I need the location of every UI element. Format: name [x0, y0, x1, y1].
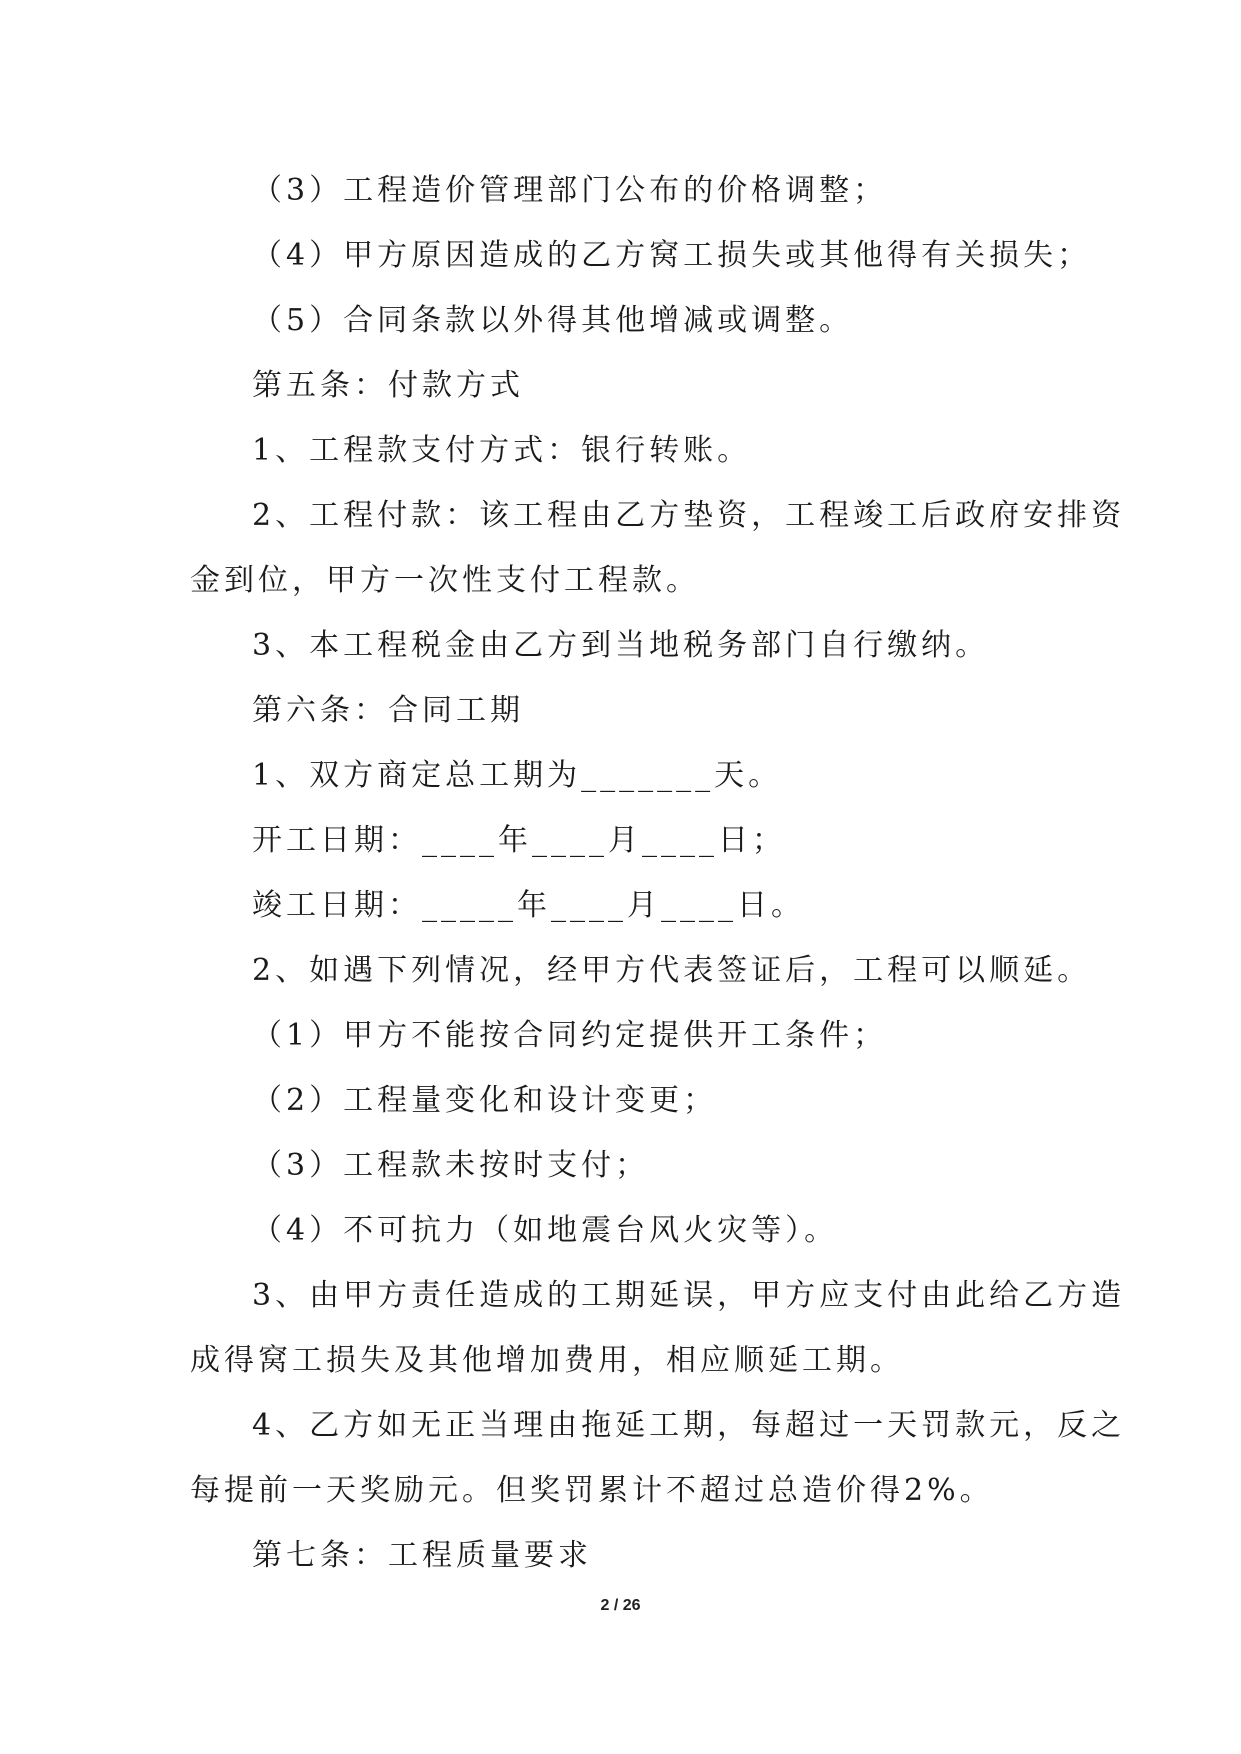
text-line: 1、工程款支付方式：银行转账。	[252, 433, 752, 468]
text-line: 成得窝工损失及其他增加费用，相应顺延工期。	[190, 1343, 904, 1378]
text-line: 1、双方商定总工期为_______天。	[252, 758, 783, 793]
section-heading: 第五条：付款方式	[252, 368, 524, 403]
text-line: （3）工程造价管理部门公布的价格调整；	[252, 173, 888, 208]
text-line: （1）甲方不能按合同约定提供开工条件；	[252, 1018, 888, 1053]
page-number: 2 / 26	[600, 1597, 641, 1614]
text-line: 金到位，甲方一次性支付工程款。	[190, 563, 700, 598]
text-line: （4）不可抗力（如地震台风火灾等）。	[252, 1213, 839, 1248]
section-heading: 第六条：合同工期	[252, 693, 524, 728]
text-line: 竣工日期：_____年____月____日。	[252, 888, 805, 923]
text-line: 3、本工程税金由乙方到当地税务部门自行缴纳。	[252, 628, 990, 663]
text-line: 每提前一天奖励元。但奖罚累计不超过总造价得2%。	[190, 1473, 994, 1508]
text-line: （3）工程款未按时支付；	[252, 1148, 650, 1183]
section-heading: 第七条：工程质量要求	[252, 1538, 592, 1573]
text-line: （5）合同条款以外得其他增减或调整。	[252, 303, 854, 338]
text-line: 开工日期：____年____月____日；	[252, 823, 786, 858]
text-line: （4）甲方原因造成的乙方窝工损失或其他得有关损失；	[252, 238, 1092, 273]
text-line: 3、由甲方责任造成的工期延误，甲方应支付由此给乙方造	[252, 1278, 1126, 1313]
text-line: （2）工程量变化和设计变更；	[252, 1083, 718, 1118]
document-body	[190, 158, 1126, 1588]
text-line: 2、工程付款：该工程由乙方垫资，工程竣工后政府安排资	[252, 498, 1126, 533]
text-line: 2、如遇下列情况，经甲方代表签证后，工程可以顺延。	[252, 953, 1092, 988]
text-line: 4、乙方如无正当理由拖延工期，每超过一天罚款元，反之	[252, 1408, 1126, 1443]
